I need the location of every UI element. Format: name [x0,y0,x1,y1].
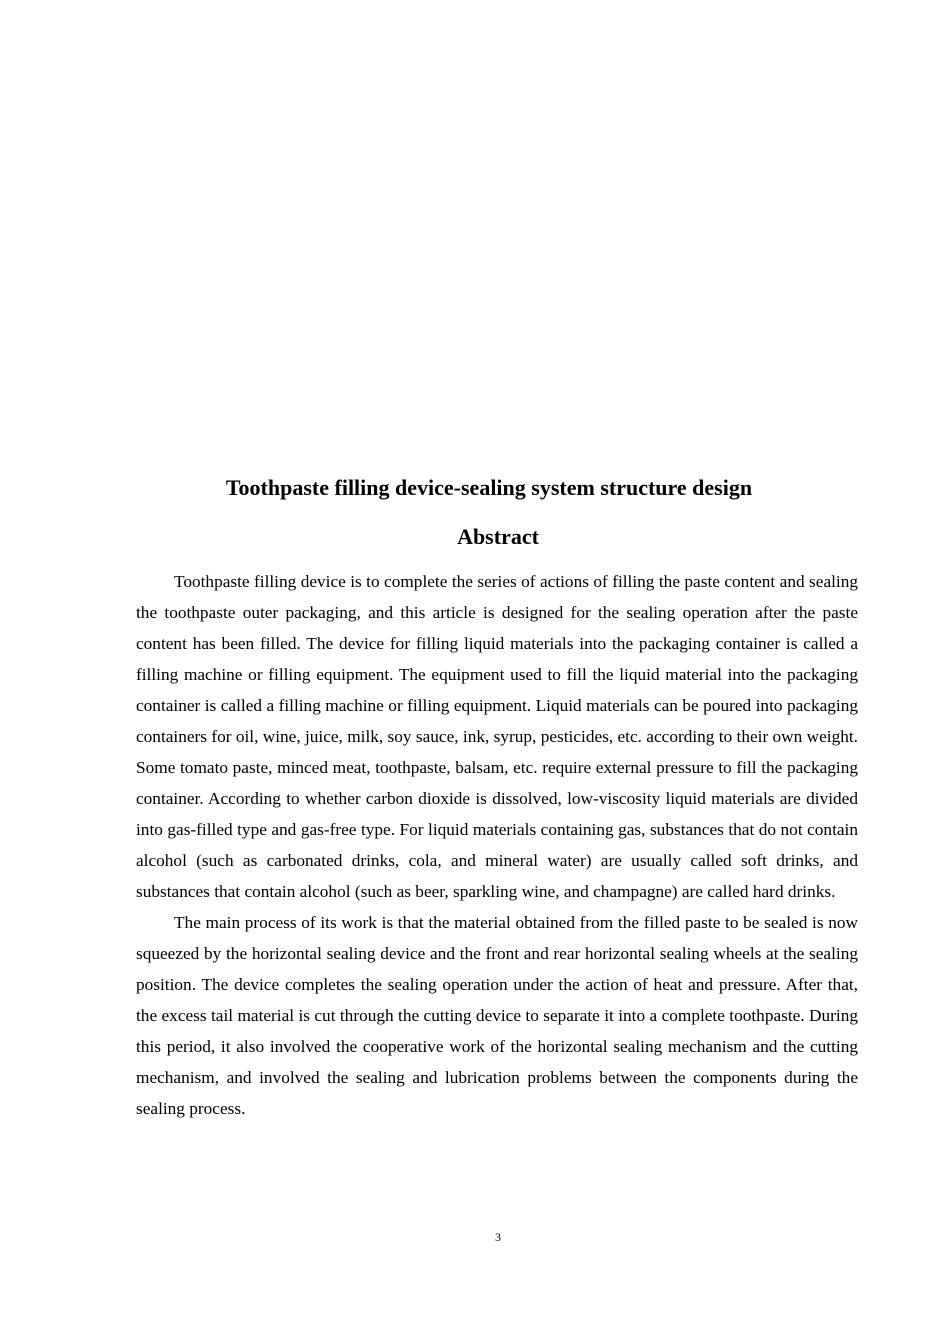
abstract-body [136,566,858,1124]
document-title: Toothpaste filling device-sealing system structure design [225,475,753,500]
abstract-paragraph-1: Toothpaste filling device is to complete the series of actions of filling the paste content and sealing the toothpaste outer packaging, and this article is designed for the sealing operation after the paste content has been filled. The device for filling liquid materials into the packaging container is called a filling machine or filling equipment. The equipment used to fill the liquid material into the packaging container is called a filling machine or filling equipment. Liquid materials can be poured into packaging containers for oil, wine, juice, milk, soy sauce, ink, syrup, pesticides, etc. according to their own weight. Some tomato paste, minced meat, toothpaste, balsam, etc. require external pressure to fill the packaging container. According to whether carbon dioxide is dissolved, low-viscosity liquid materials are divided into gas-filled type and gas-free type. For liquid materials containing gas, substances that do not contain alcohol (such as carbonated drinks, cola, and mineral water) are usually called soft drinks, and substances that contain alcohol (such as beer, sparkling wine, and champagne) are called hard drinks. [136,572,858,901]
abstract-heading: Abstract [457,524,539,549]
abstract-paragraph-2: The main process of its work is that the material obtained from the filled paste to be sealed is now squeezed by the horizontal sealing device and the front and rear horizontal sealing wheels at the sealing position. The device completes the sealing operation under the action of heat and pressure. After that, the excess tail material is cut through the cutting device to separate it into a complete toothpaste. During this period, it also involved the cooperative work of the horizontal sealing mechanism and the cutting mechanism, and involved the sealing and lubrication problems between the components during the sealing process. [136,913,858,1118]
page-number: 3 [495,1230,501,1244]
